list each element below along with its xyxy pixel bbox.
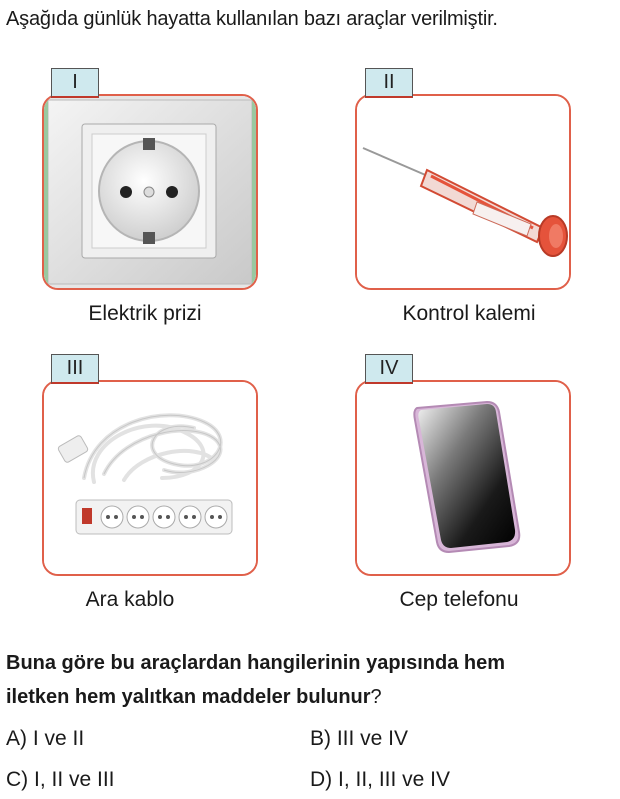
item-card-voltage-tester xyxy=(355,94,571,290)
question-line-2 xyxy=(6,680,618,714)
option-c[interactable]: C) I, II ve III xyxy=(6,768,115,791)
item-card-extension-cord xyxy=(42,380,258,576)
option-a[interactable]: A) I ve II xyxy=(6,727,85,750)
numeral-tag-2: II xyxy=(365,68,413,98)
item-card-mobile-phone xyxy=(355,380,571,576)
question-line-1: Buna göre bu araçlardan hangilerinin yapısında hem xyxy=(6,652,506,674)
mobile-phone-icon xyxy=(357,382,569,574)
question-text xyxy=(6,646,618,714)
caption-mobile-phone: Cep telefonu xyxy=(399,588,519,611)
voltage-tester-icon xyxy=(357,96,569,288)
extension-cord-icon xyxy=(44,382,256,574)
numeral-tag-4: IV xyxy=(365,354,413,384)
caption-extension-cord: Ara kablo xyxy=(85,588,175,611)
option-b[interactable]: B) III ve IV xyxy=(310,727,409,750)
question-line-2-text: iletken hem yalıtkan maddeler bulunur xyxy=(6,686,371,708)
socket-icon xyxy=(44,96,256,288)
numeral-tag-1: I xyxy=(51,68,99,98)
intro-text: Aşağıda günlük hayatta kullanılan bazı araçlar verilmiştir. xyxy=(6,8,498,30)
question-mark: ? xyxy=(370,686,382,708)
numeral-tag-3: III xyxy=(51,354,99,384)
item-card-socket xyxy=(42,94,258,290)
caption-socket: Elektrik prizi xyxy=(88,302,202,325)
caption-voltage-tester: Kontrol kalemi xyxy=(402,302,536,325)
option-d[interactable]: D) I, II, III ve IV xyxy=(310,768,451,791)
